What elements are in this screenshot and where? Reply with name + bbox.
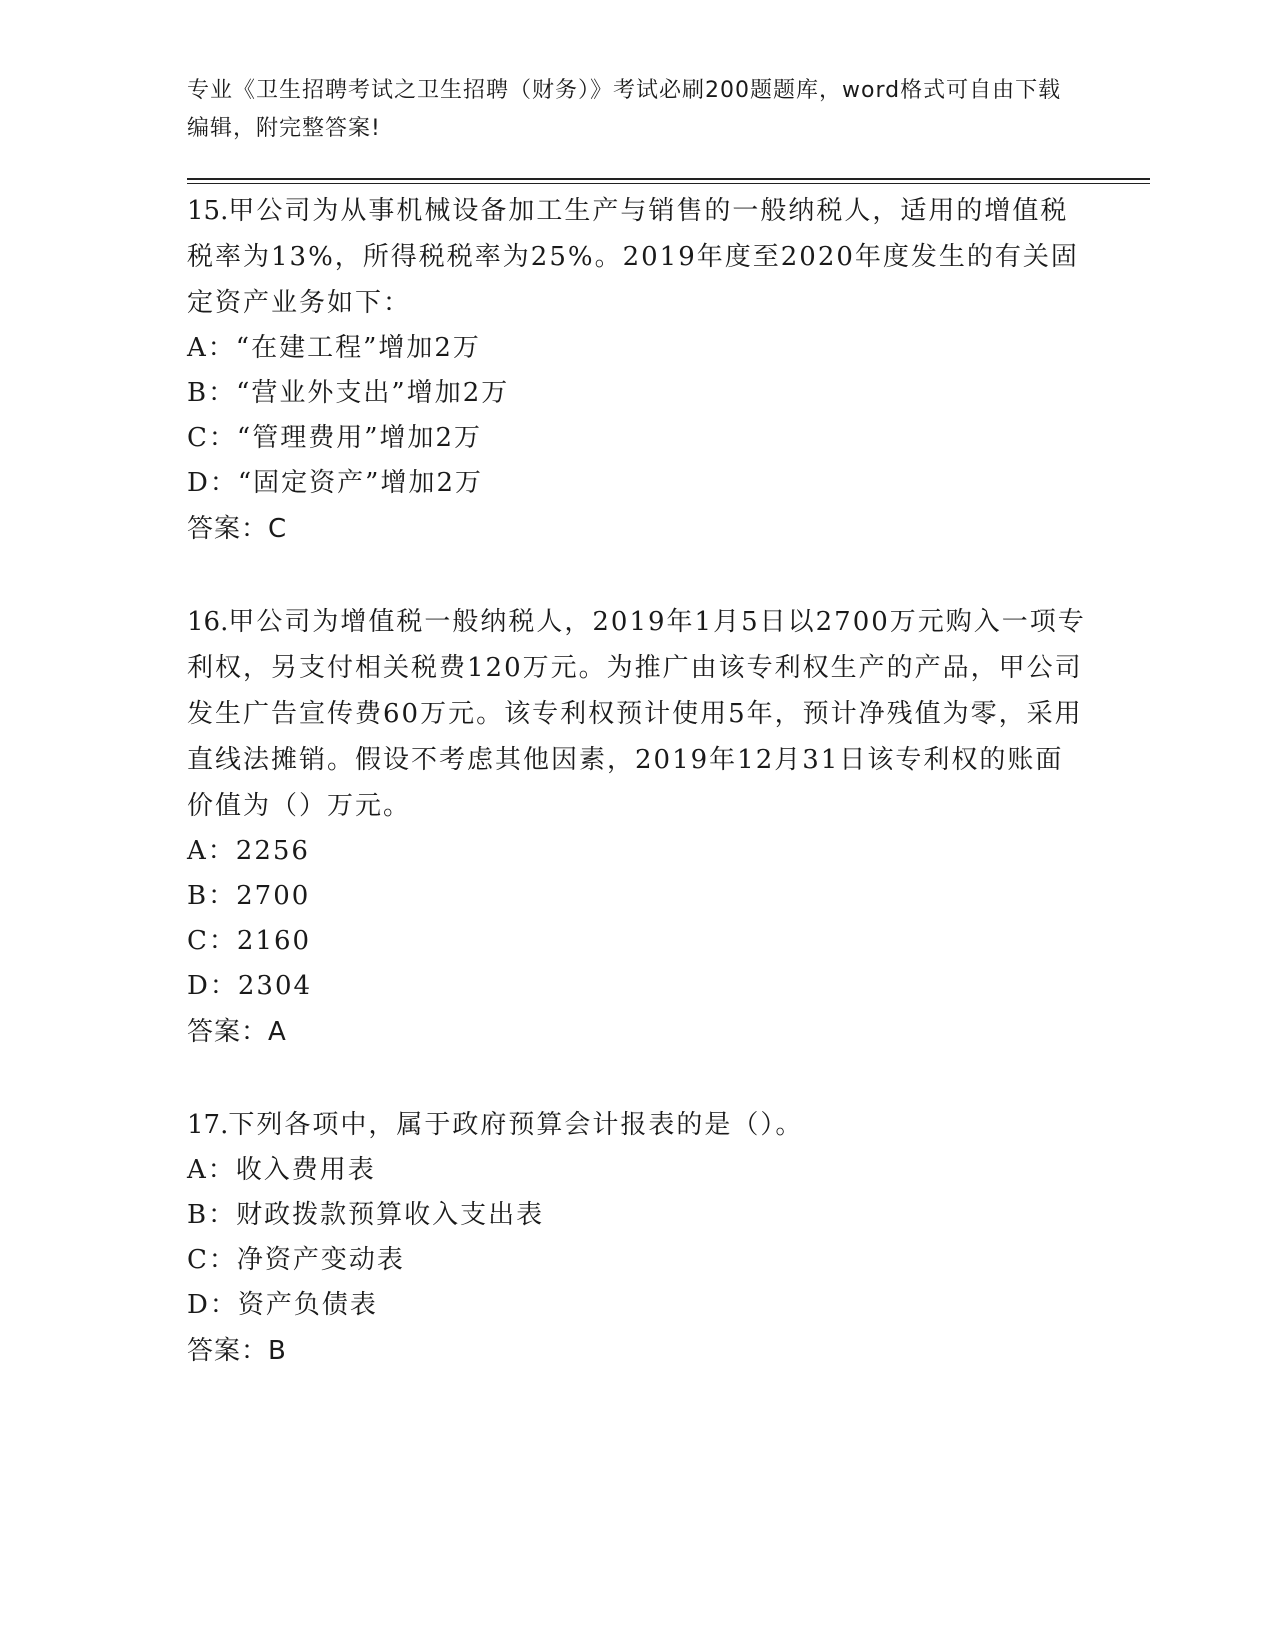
option-label: B： (187, 1200, 237, 1230)
option-label: C： (187, 423, 237, 453)
question-number: 15. (187, 196, 229, 226)
question-number: 16. (187, 607, 229, 637)
question-stem: 甲公司为从事机械设备加工生产与销售的一般纳税人，适用的增值税税率为13%，所得税税率为25%。2019年度至2020年度发生的有关固定资产业务如下： (187, 196, 1079, 318)
option-c (187, 919, 1087, 964)
answer: 答案：C (187, 514, 288, 544)
question-stem: 甲公司为增值税一般纳税人，2019年1月5日以2700万元购入一项专利权，另支付相关税费120万元。为推广由该专利权生产的产品，甲公司发生广告宣传费60万元。该专利权预计使用5年，预计净残值为零，采用直线法摊销。假设不考虑其他因素，2019年12月31日该专利权的账面价值为（）万元。 (187, 607, 1086, 821)
document-header: 专业《卫生招聘考试之卫生招聘（财务）》考试必刷200题题库，word格式可自由下载编辑，附完整答案! (187, 78, 1062, 141)
option-label: A： (187, 333, 236, 363)
option-text: 2256 (235, 836, 310, 866)
option-a (187, 1148, 1087, 1193)
option-text: 净资产变动表 (236, 1245, 405, 1275)
option-c (187, 416, 1087, 461)
option-label: D： (187, 1290, 238, 1320)
option-b (187, 1193, 1087, 1238)
question-list (187, 188, 1087, 1421)
option-text: “营业外支出”增加2万 (236, 378, 510, 408)
header-divider-thin (187, 183, 1150, 184)
option-text: “在建工程”增加2万 (235, 333, 481, 363)
question-text (187, 599, 1087, 829)
option-a (187, 326, 1087, 371)
option-b (187, 874, 1087, 919)
question-text (187, 188, 1087, 326)
option-label: B： (187, 881, 237, 911)
option-label: A： (187, 1155, 236, 1185)
question-15 (187, 188, 1087, 552)
answer: 答案：B (187, 1336, 287, 1366)
option-d (187, 461, 1087, 506)
question-stem: 下列各项中，属于政府预算会计报表的是（）。 (228, 1110, 804, 1140)
option-text: 2700 (236, 881, 311, 911)
option-d (187, 964, 1087, 1009)
question-16 (187, 599, 1087, 1055)
option-label: B： (187, 378, 237, 408)
option-a (187, 829, 1087, 874)
question-17 (187, 1102, 1087, 1374)
option-text: “管理费用”增加2万 (236, 423, 483, 453)
option-label: C： (187, 1245, 237, 1275)
question-number: 17. (187, 1110, 229, 1140)
option-label: D： (187, 971, 238, 1001)
option-text: 资产负债表 (237, 1290, 378, 1320)
option-text: 2160 (236, 926, 312, 956)
option-b (187, 371, 1087, 416)
option-text: “固定资产”增加2万 (237, 468, 483, 498)
question-text (187, 1102, 1087, 1148)
option-text: 2304 (237, 971, 313, 1001)
option-c (187, 1238, 1087, 1283)
option-label: C： (187, 926, 237, 956)
option-d (187, 1283, 1087, 1328)
answer: 答案：A (187, 1017, 287, 1047)
option-label: A： (187, 836, 236, 866)
header-divider-thick (187, 178, 1150, 180)
option-text: 财政拨款预算收入支出表 (236, 1200, 545, 1230)
option-label: D： (187, 468, 238, 498)
option-text: 收入费用表 (235, 1155, 376, 1185)
